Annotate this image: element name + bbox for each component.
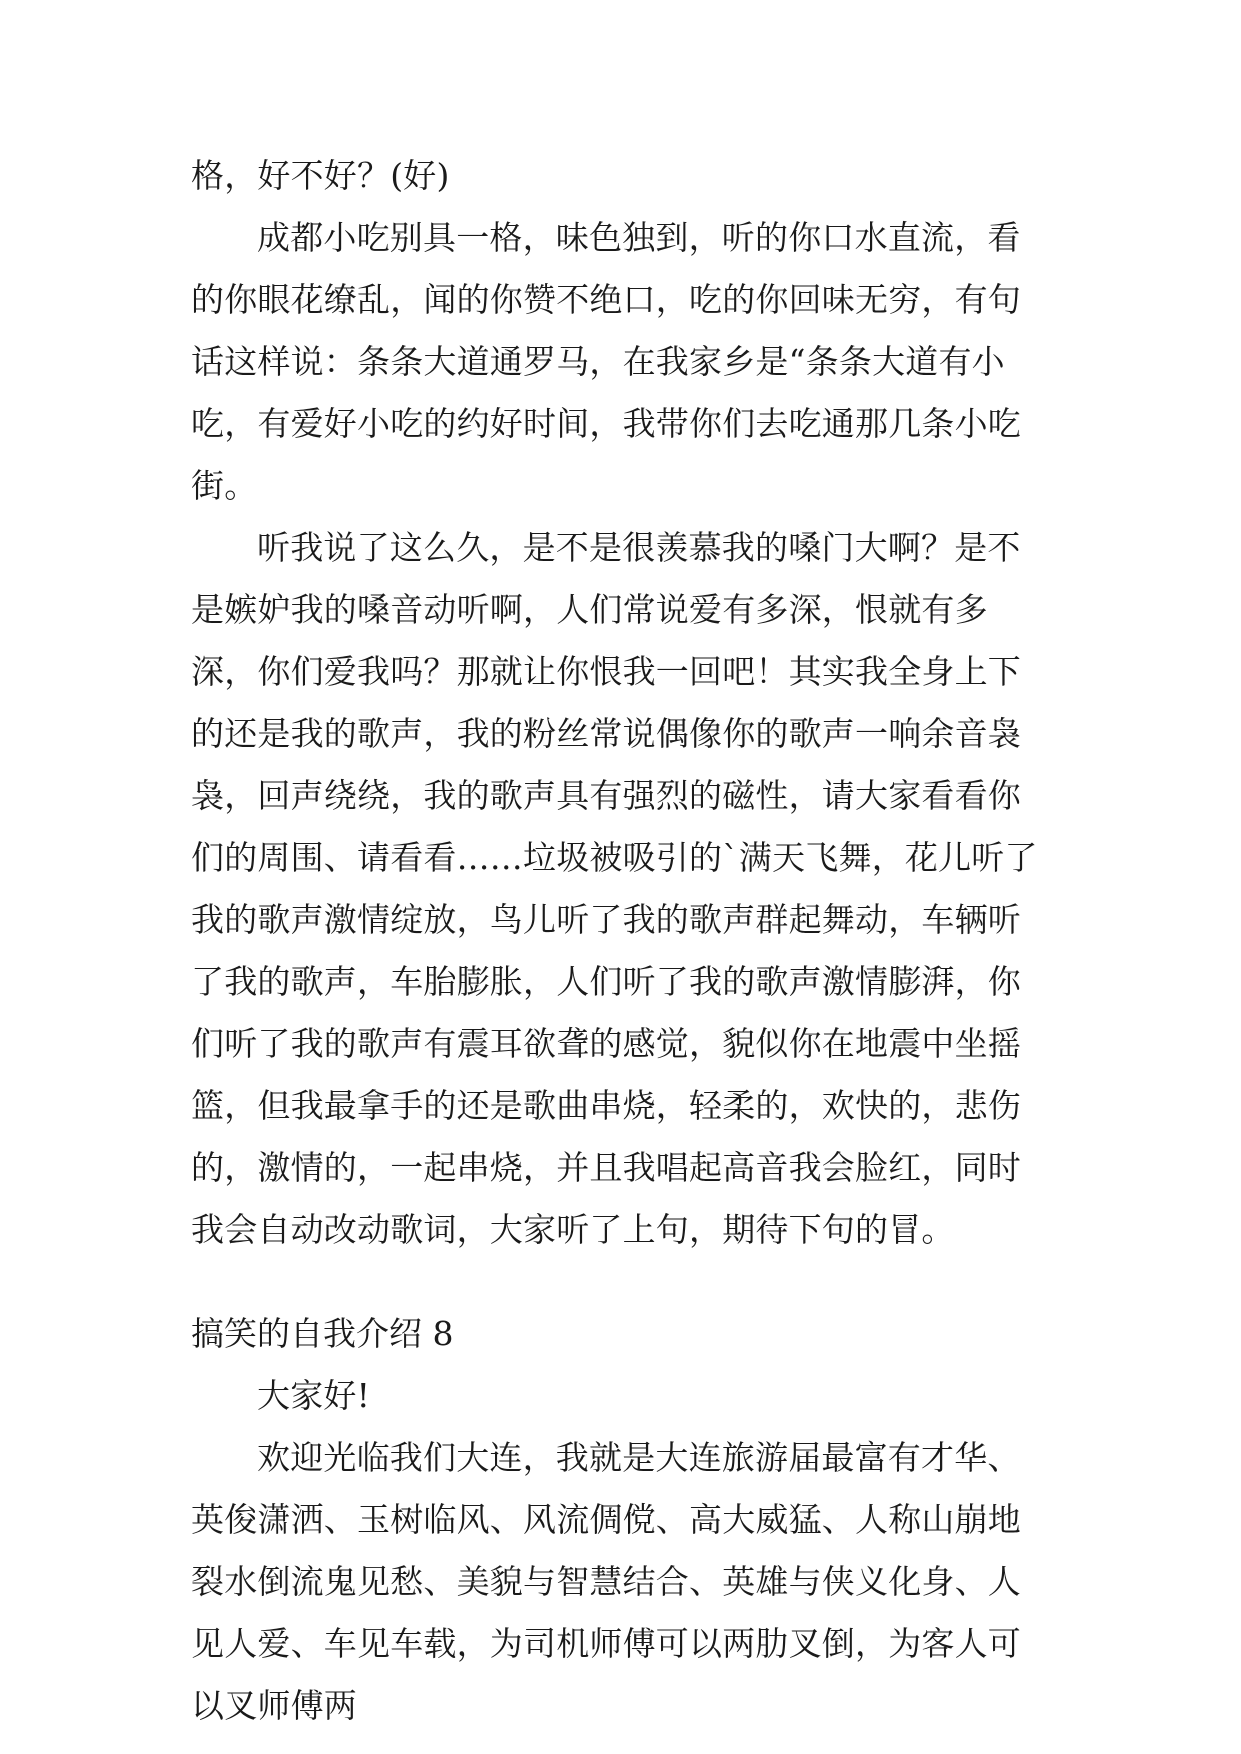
document-body — [191, 145, 1053, 1737]
paragraph-3: 听我说了这么久，是不是很羡慕我的嗓门大啊？是不是嫉妒我的嗓音动听啊，人们常说爱有多深，恨就有多深，你们爱我吗？那就让你恨我一回吧！其实我全身上下的还是我的歌声，我的粉丝常说偶像你的歌声一响余音袅袅，回声绕绕，我的歌声具有强烈的磁性，请大家看看你们的周围、请看看……垃圾被吸引的`满天飞舞，花儿听了我的歌声激情绽放，鸟儿听了我的歌声群起舞动，车辆听了我的歌声，车胎膨胀，人们听了我的歌声激情膨湃，你们听了我的歌声有震耳欲聋的感觉，貌似你在地震中坐摇篮，但我最拿手的还是歌曲串烧，轻柔的，欢快的，悲伤的，激情的，一起串烧，并且我唱起高音我会脸红，同时我会自动改动歌词，大家听了上句，期待下句的冒。 — [191, 528, 1038, 1249]
paragraph-1: 格，好不好？(好) — [191, 156, 450, 195]
section-heading: 搞笑的自我介绍 8 — [191, 1314, 454, 1353]
paragraph-2: 成都小吃别具一格，味色独到，听的你口水直流，看的你眼花缭乱，闻的你赞不绝口，吃的你回味无穷，有句话这样说：条条大道通罗马，在我家乡是“条条大道有小吃，有爱好小吃的约好时间，我带你们去吃通那几条小吃街。 — [191, 218, 1021, 505]
paragraph-5: 欢迎光临我们大连，我就是大连旅游届最富有才华、英俊潇洒、玉树临风、风流倜傥、高大威猛、人称山崩地裂水倒流鬼见愁、美貌与智慧结合、英雄与侠义化身、人见人爱、车见车载，为司机师傅可以两肋叉倒，为客人可以叉师傅两 — [191, 1438, 1021, 1725]
paragraph-4: 大家好! — [257, 1376, 371, 1415]
